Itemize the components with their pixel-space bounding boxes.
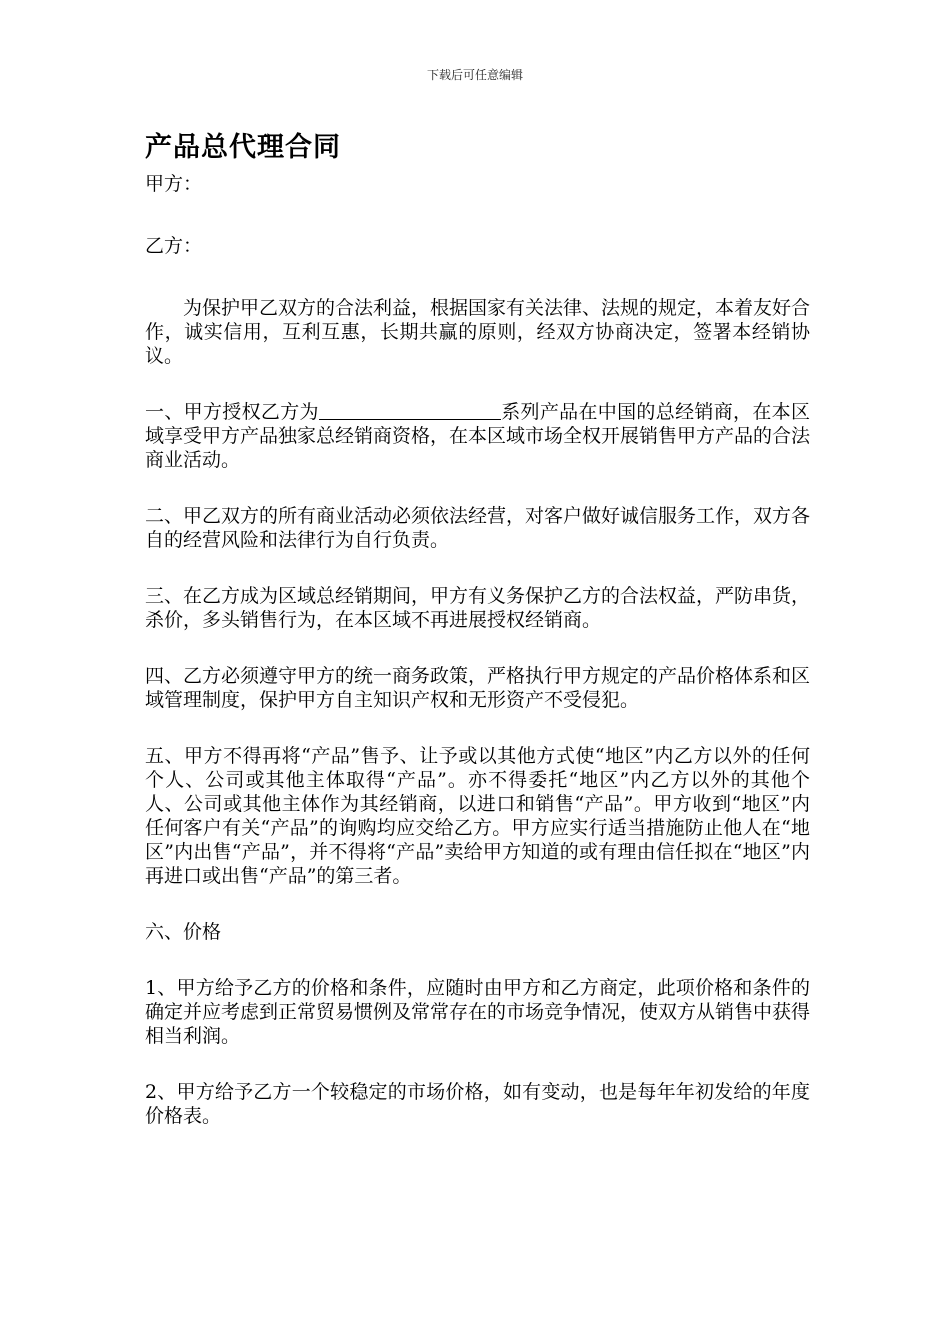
clause-1 xyxy=(145,400,810,472)
clause-1-prefix: 一、甲方授权乙方为 xyxy=(145,401,319,423)
document-title: 产品总代理合同 xyxy=(145,132,341,163)
clause-3: 三、在乙方成为区域总经销期间，甲方有义务保护乙方的合法权益，严防串货，杀价，多头销售行为，在本区域不再进展授权经销商。 xyxy=(145,585,811,631)
party-b-label: 乙方： xyxy=(145,235,203,257)
clause-6-item-2: 2、甲方给予乙方一个较稳定的市场价格，如有变动，也是每年年初发给的年度价格表。 xyxy=(145,1081,810,1127)
header-note: 下载后可任意编辑 xyxy=(426,68,523,82)
preamble-paragraph: 为保护甲乙双方的合法利益，根据国家有关法律、法规的规定，本着友好合作，诚实信用，互利互惠，长期共赢的原则，经双方协商决定，签署本经销协议。 xyxy=(145,297,811,367)
clause-1-suffix: 系列产品在中国的总经销商，在本区域享受甲方产品独家总经销商资格，在本区域市场全权开展销售甲方产品的合法商业活动。 xyxy=(145,401,811,471)
product-name-blank xyxy=(319,401,501,420)
document-body xyxy=(145,130,810,1160)
clause-6-heading: 六、价格 xyxy=(145,921,222,943)
clause-2: 二、甲乙双方的所有商业活动必须依法经营，对客户做好诚信服务工作，双方各自的经营风险和法律行为自行负责。 xyxy=(145,505,811,551)
clause-5: 五、甲方不得再将“产品”售予、让予或以其他方式使“地区”内乙方以外的任何个人、公司或其他主体取得“产品”。亦不得委托“地区”内乙方以外的其他个人、公司或其他主体作为其经销商，以进口和销售“产品”。甲方收到“地区”内任何客户有关“产品”的询购均应交给乙方。甲方应实行适当措施防止他人在“地区”内出售“产品”，并不得将“产品”卖给甲方知道的或有理由信任拟在“地区”内再进口或出售“产品”的第三者。 xyxy=(145,745,810,887)
clause-6-item-1: 1、甲方给予乙方的价格和条件，应随时由甲方和乙方商定，此项价格和条件的确定并应考虑到正常贸易惯例及常常存在的市场竞争情况，使双方从销售中获得相当利润。 xyxy=(145,977,811,1047)
clause-4: 四、乙方必须遵守甲方的统一商务政策，严格执行甲方规定的产品价格体系和区域管理制度，保护甲方自主知识产权和无形资产不受侵犯。 xyxy=(145,665,811,711)
party-a-label: 甲方： xyxy=(145,173,203,195)
